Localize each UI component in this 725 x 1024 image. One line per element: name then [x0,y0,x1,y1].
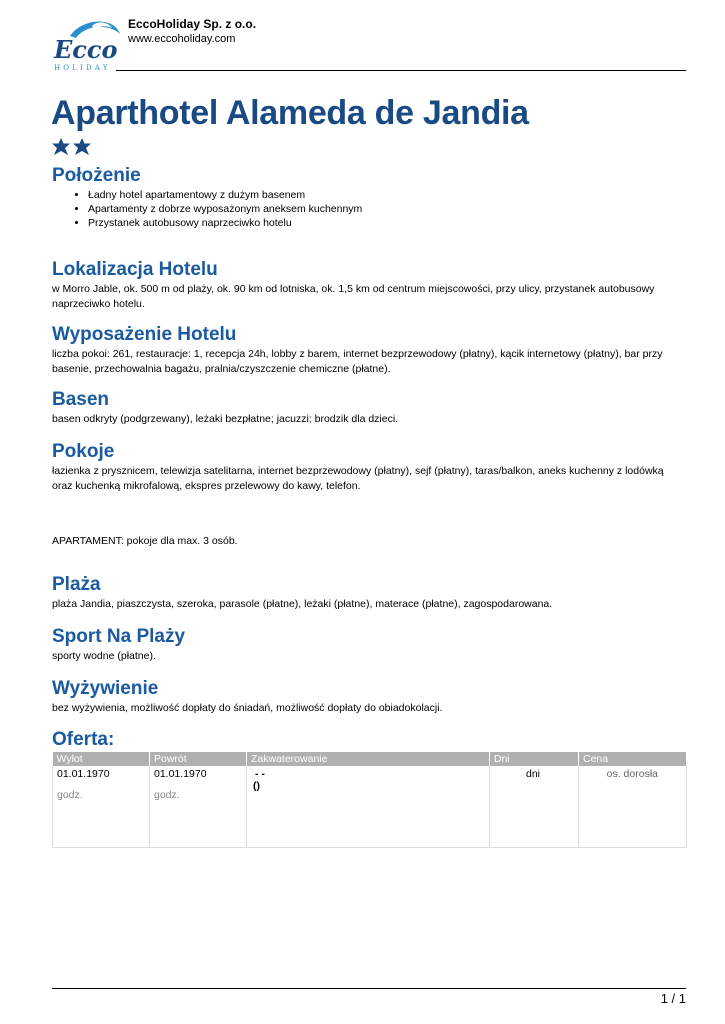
departure-time: godz. [57,789,83,801]
section-beach-sports [52,625,686,677]
list-item: • Ładny hotel apartamentowy z dużym basenem [88,188,686,202]
list-item: • Apartamenty z dobrze wyposażonym aneksem kuchennym [88,202,686,216]
ecco-holiday-logo [52,14,122,72]
section-title: Wyposażenie Hotelu [52,324,237,345]
star-rating [51,138,95,158]
section-offer [52,728,686,848]
column-header-departure: Wylot [53,752,150,766]
cell-departure [53,766,150,848]
section-location [52,164,686,258]
return-time: godz. [154,789,180,801]
section-body: plaża Jandia, piaszczysta, szeroka, parasole (płatne), leżaki (płatne), materace (płatne), zagospodarowana. [52,598,553,610]
star-icon [73,138,91,155]
section-hotel-location [52,258,686,323]
rooms-note: APARTAMENT: pokoje dla max. 3 osób. [52,535,238,547]
section-beach [52,573,686,625]
accommodation-name: - - [255,768,265,780]
column-header-price: Cena [579,752,687,766]
section-pool [52,388,686,440]
table-row [53,766,687,848]
cell-days [490,766,579,848]
section-title: Plaża [52,574,101,595]
section-body: łazienka z prysznicem, telewizja satelitarna, internet bezprzewodowy (płatny), sejf (płatny), taras/balkon, aneks kuchenny z lodówką oraz kuchenką mikrofalową, ekspres przelewowy do kawy, telefon. [52,465,664,492]
section-title: Oferta: [52,729,115,750]
section-title: Wyżywienie [52,678,159,699]
section-body: basen odkryty (podgrzewany), leżaki bezpłatne; jacuzzi; brodzik dla dzieci. [52,413,399,425]
hotel-description [52,164,686,848]
days-value: dni [525,768,540,780]
page-header [52,14,686,72]
company-name: EccoHoliday Sp. z o.o. [128,17,257,31]
cell-price [579,766,687,848]
section-title: Lokalizacja Hotelu [52,259,218,280]
section-title: Basen [52,389,110,410]
return-date: 01.01.1970 [154,768,207,780]
price-value: os. dorosła [606,768,658,780]
location-bullets [52,188,686,230]
table-header-row [53,752,687,766]
list-item: • Przystanek autobusowy naprzeciwko hotelu [88,216,686,230]
column-header-days: Dni [490,752,579,766]
header-divider [116,70,686,71]
section-body: liczba pokoi: 261, restauracje: 1, recepcja 24h, lobby z barem, internet bezprzewodowy (płatny), kącik internetowy (płatny), bar przy basenie, przechowalnia bagażu, pralnia/czyszczenie chemiczne (płatne). [52,348,663,375]
section-body: bez wyżywienia, możliwość dopłaty do śniadań, możliwość dopłaty do obiadokolacji. [52,702,443,714]
cell-accommodation [247,766,490,848]
cell-return [150,766,247,848]
section-title: Pokoje [52,441,115,462]
page-number: 1 / 1 [660,991,686,1006]
logo-subtext: HOLIDAY [54,64,111,72]
section-equipment [52,323,686,388]
section-body: sporty wodne (płatne). [52,650,156,662]
column-header-accommodation: Zakwaterowanie [247,752,490,766]
section-rooms [52,440,686,573]
offer-table [52,752,687,848]
star-icon [52,138,70,155]
column-header-return: Powrót [150,752,247,766]
section-title: Położenie [52,165,141,186]
section-title: Sport Na Plaży [52,626,186,647]
footer-divider [52,988,686,989]
hotel-title: Aparthotel Alameda de Jandia [51,94,529,132]
departure-date: 01.01.1970 [57,768,110,780]
logo-text: Ecco [54,35,118,64]
section-body: w Morro Jable, ok. 500 m od plaży, ok. 90 km od lotniska, ok. 1,5 km od centrum miejscowości, przy ulicy, przystanek autobusowy naprzeciwko hotelu. [52,283,655,310]
section-meals [52,677,686,728]
company-website: www.eccoholiday.com [128,33,236,45]
accommodation-detail: () [253,780,260,792]
